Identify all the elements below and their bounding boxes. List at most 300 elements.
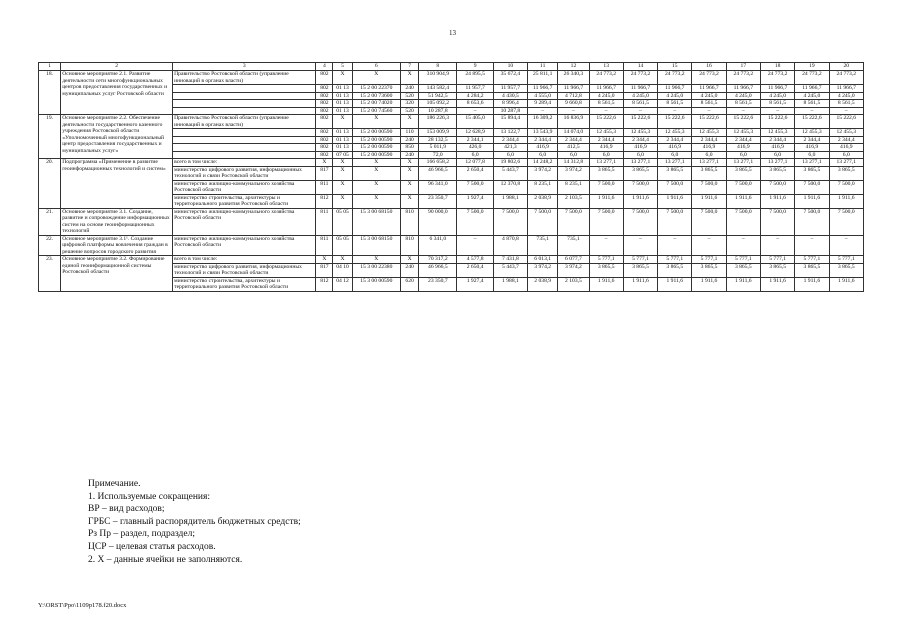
- grbs-code: 811: [316, 208, 333, 235]
- amount-cell: 15 894,4: [493, 115, 527, 129]
- amount-cell: 11 966,7: [528, 85, 558, 93]
- row-number: 18.: [39, 71, 61, 115]
- note-line: Примечание.: [88, 479, 141, 489]
- rzpr-code: X: [333, 180, 352, 194]
- vr-code: 110: [401, 129, 419, 137]
- amount-cell: 8 561,5: [692, 100, 726, 108]
- vr-code: X: [401, 166, 419, 180]
- amount-cell: 5 777,1: [760, 256, 794, 264]
- amount-cell: 7 500,0: [692, 208, 726, 235]
- executor: министерство цифрового развития, информационных технологий и связи Ростовской области: [173, 166, 316, 180]
- vr-code: 320: [401, 100, 419, 108]
- rzpr-code: 05 05: [333, 235, 352, 256]
- executor: всего в том числе:: [173, 256, 316, 264]
- amount-cell: 11 966,7: [692, 85, 726, 93]
- table-row: [39, 235, 864, 256]
- csr-code: X: [352, 256, 400, 264]
- grbs-code: 802: [316, 144, 333, 152]
- amount-cell: 3 865,5: [726, 166, 760, 180]
- table-row: [39, 256, 864, 264]
- csr-code: 15 2 00 00590: [352, 151, 400, 159]
- column-header: 4: [316, 63, 333, 71]
- amount-cell: 24 773,2: [829, 71, 863, 85]
- amount-cell: 15 222,6: [829, 115, 863, 129]
- executor: [173, 92, 316, 100]
- executor: [173, 85, 316, 93]
- csr-code: 15 2 00 00590: [352, 129, 400, 137]
- amount-cell: 416,9: [589, 144, 623, 152]
- amount-cell: 2 038,9: [528, 277, 558, 291]
- amount-cell: 2 344,4: [658, 136, 692, 144]
- amount-cell: 11 966,7: [726, 85, 760, 93]
- amount-cell: 12 455,3: [589, 129, 623, 137]
- rzpr-code: X: [333, 256, 352, 264]
- amount-cell: 5 011,9: [419, 144, 457, 152]
- vr-code: X: [401, 194, 419, 208]
- amount-cell: 3 974,2: [528, 263, 558, 277]
- csr-code: 15 2 00 73600: [352, 92, 400, 100]
- grbs-code: 802: [316, 151, 333, 159]
- amount-cell: 143 582,4: [419, 85, 457, 93]
- amount-cell: 1 911,6: [623, 194, 657, 208]
- amount-cell: –: [760, 235, 794, 256]
- amount-cell: 7 500,0: [658, 180, 692, 194]
- rzpr-code: 04 10: [333, 263, 352, 277]
- amount-cell: 6 077,7: [558, 256, 589, 264]
- amount-cell: 16 836,9: [558, 115, 589, 129]
- row-number: 22.: [39, 235, 61, 256]
- executor: министерство строительства, архитектуры и территориального развития Ростовской области: [173, 194, 316, 208]
- rzpr-code: X: [333, 194, 352, 208]
- amount-cell: 2 344,4: [558, 136, 589, 144]
- amount-cell: 412,5: [558, 144, 589, 152]
- amount-cell: 11 957,7: [457, 85, 493, 93]
- amount-cell: 2 650,4: [457, 166, 493, 180]
- grbs-code: 802: [316, 85, 333, 93]
- amount-cell: 2 344,4: [493, 136, 527, 144]
- amount-cell: 13 277,1: [589, 159, 623, 167]
- amount-cell: 7 500,0: [658, 208, 692, 235]
- csr-code: 15 2 00 74560: [352, 107, 400, 115]
- grbs-code: 811: [316, 180, 333, 194]
- amount-cell: –: [558, 107, 589, 115]
- amount-cell: 12 455,3: [726, 129, 760, 137]
- grbs-code: 802: [316, 107, 333, 115]
- grbs-code: 812: [316, 277, 333, 291]
- amount-cell: 7 500,0: [760, 208, 794, 235]
- amount-cell: 735,1: [528, 235, 558, 256]
- amount-cell: 10 287,8: [493, 107, 527, 115]
- grbs-code: 802: [316, 100, 333, 108]
- grbs-code: 817: [316, 263, 333, 277]
- csr-code: X: [352, 71, 400, 85]
- amount-cell: 14 312,8: [558, 159, 589, 167]
- amount-cell: –: [623, 107, 657, 115]
- amount-cell: 7 500,0: [623, 208, 657, 235]
- amount-cell: 4 245,0: [692, 92, 726, 100]
- amount-cell: 186 226,3: [419, 115, 457, 129]
- grbs-code: X: [316, 256, 333, 264]
- amount-cell: 2 038,9: [528, 194, 558, 208]
- amount-cell: 7 500,0: [589, 180, 623, 194]
- amount-cell: 3 865,5: [829, 263, 863, 277]
- amount-cell: 421,3: [493, 144, 527, 152]
- amount-cell: 15 222,6: [623, 115, 657, 129]
- amount-cell: 4 245,0: [658, 92, 692, 100]
- amount-cell: 3 865,5: [726, 263, 760, 277]
- amount-cell: 2 344,4: [623, 136, 657, 144]
- amount-cell: 7 500,0: [726, 180, 760, 194]
- amount-cell: 3 865,5: [658, 166, 692, 180]
- rzpr-code: 01 13: [333, 136, 352, 144]
- vr-code: X: [401, 180, 419, 194]
- note-line: 2. Х – данные ячейки не заполняются.: [88, 554, 243, 565]
- amount-cell: 3 865,5: [658, 263, 692, 277]
- csr-code: X: [352, 194, 400, 208]
- vr-code: 620: [401, 277, 419, 291]
- executor: Правительство Ростовской области (управление инноваций в органах власти): [173, 115, 316, 129]
- amount-cell: 7 500,0: [795, 208, 829, 235]
- row-number: 19.: [39, 115, 61, 159]
- amount-cell: 6,0: [726, 151, 760, 159]
- amount-cell: 12 628,9: [457, 129, 493, 137]
- vr-code: X: [401, 159, 419, 167]
- amount-cell: –: [457, 107, 493, 115]
- column-header: 19: [795, 63, 829, 71]
- csr-code: X: [352, 180, 400, 194]
- amount-cell: 1 911,6: [589, 277, 623, 291]
- vr-code: 240: [401, 85, 419, 93]
- amount-cell: 416,9: [795, 144, 829, 152]
- amount-cell: 1 988,1: [493, 277, 527, 291]
- column-header: 17: [726, 63, 760, 71]
- amount-cell: 3 974,2: [558, 263, 589, 277]
- grbs-code: 802: [316, 136, 333, 144]
- program-name: Основное мероприятие 3.1¹. Создание цифровой платформы вовлечения граждан в решение вопросов городского развития: [61, 235, 173, 256]
- column-header: 16: [692, 63, 726, 71]
- grbs-code: X: [316, 159, 333, 167]
- executor: министерство цифрового развития, информационных технологий и связи Ростовской области: [173, 263, 316, 277]
- amount-cell: 15 222,6: [795, 115, 829, 129]
- amount-cell: –: [623, 235, 657, 256]
- column-header: 18: [760, 63, 794, 71]
- rzpr-code: 07 05: [333, 151, 352, 159]
- amount-cell: 2 344,4: [692, 136, 726, 144]
- amount-cell: 426,0: [457, 144, 493, 152]
- csr-code: 15 2 00 74020: [352, 100, 400, 108]
- rzpr-code: X: [333, 71, 352, 85]
- amount-cell: –: [692, 235, 726, 256]
- amount-cell: 15 222,6: [589, 115, 623, 129]
- column-header: 5: [333, 63, 352, 71]
- amount-cell: 13 277,1: [829, 159, 863, 167]
- amount-cell: 3 865,5: [589, 166, 623, 180]
- rzpr-code: 04 12: [333, 277, 352, 291]
- row-number: 23.: [39, 256, 61, 292]
- vr-code: 240: [401, 263, 419, 277]
- amount-cell: 3 865,5: [795, 263, 829, 277]
- amount-cell: 13 122,7: [493, 129, 527, 137]
- amount-cell: 5 777,1: [589, 256, 623, 264]
- amount-cell: 11 966,7: [760, 85, 794, 93]
- column-header: 15: [658, 63, 692, 71]
- vr-code: X: [401, 71, 419, 85]
- vr-code: 240: [401, 136, 419, 144]
- amount-cell: 1 988,1: [493, 194, 527, 208]
- amount-cell: 2 103,5: [558, 277, 589, 291]
- amount-cell: 12 455,3: [658, 129, 692, 137]
- amount-cell: 7 500,0: [623, 180, 657, 194]
- amount-cell: 11 957,7: [493, 85, 527, 93]
- amount-cell: 8 561,5: [589, 100, 623, 108]
- amount-cell: 2 344,4: [589, 136, 623, 144]
- amount-cell: –: [795, 107, 829, 115]
- amount-cell: 6,0: [493, 151, 527, 159]
- amount-cell: 9 660,8: [558, 100, 589, 108]
- amount-cell: 416,9: [658, 144, 692, 152]
- amount-cell: 1 911,6: [692, 194, 726, 208]
- amount-cell: 1 927,4: [457, 277, 493, 291]
- csr-code: 15 3 00 00590: [352, 277, 400, 291]
- amount-cell: 4 712,8: [558, 92, 589, 100]
- grbs-code: 811: [316, 235, 333, 256]
- amount-cell: 19 802,6: [493, 159, 527, 167]
- rzpr-code: 01 13: [333, 85, 352, 93]
- amount-cell: 11 966,7: [589, 85, 623, 93]
- amount-cell: 7 500,0: [558, 208, 589, 235]
- amount-cell: 51 942,5: [419, 92, 457, 100]
- amount-cell: 24 773,2: [623, 71, 657, 85]
- amount-cell: 15 222,6: [760, 115, 794, 129]
- executor: [173, 129, 316, 137]
- rzpr-code: 01 13: [333, 144, 352, 152]
- amount-cell: 4 245,0: [726, 92, 760, 100]
- amount-cell: 6,0: [528, 151, 558, 159]
- vr-code: X: [401, 256, 419, 264]
- amount-cell: 416,9: [760, 144, 794, 152]
- amount-cell: 4 245,0: [760, 92, 794, 100]
- amount-cell: 11 966,7: [658, 85, 692, 93]
- grbs-code: 802: [316, 129, 333, 137]
- amount-cell: 4 284,2: [457, 92, 493, 100]
- amount-cell: 11 966,7: [795, 85, 829, 93]
- executor: министерство жилищно-коммунального хозяйства Ростовской области: [173, 180, 316, 194]
- amount-cell: 105 092,2: [419, 100, 457, 108]
- amount-cell: 11 966,7: [623, 85, 657, 93]
- amount-cell: 2 344,4: [829, 136, 863, 144]
- amount-cell: 70 317,2: [419, 256, 457, 264]
- rzpr-code: X: [333, 159, 352, 167]
- amount-cell: 6 341,0: [419, 235, 457, 256]
- amount-cell: 1 911,6: [726, 277, 760, 291]
- csr-code: 15 3 00 68150: [352, 235, 400, 256]
- amount-cell: 4 245,0: [829, 92, 863, 100]
- executor: [173, 151, 316, 159]
- amount-cell: 24 773,2: [692, 71, 726, 85]
- footer-path: Y:\ORST\Ppo\1109p178.f20.docx: [38, 602, 127, 609]
- amount-cell: 15 222,6: [726, 115, 760, 129]
- csr-code: 15 2 00 00590: [352, 136, 400, 144]
- amount-cell: 7 500,0: [493, 208, 527, 235]
- amount-cell: 4 577,8: [457, 256, 493, 264]
- amount-cell: 8 561,5: [795, 100, 829, 108]
- program-name: Основное мероприятие 3.2. Формирование единой геоинформационной системы Ростовской области: [61, 256, 173, 292]
- note-line: ГРБС – главный распорядитель бюджетных средств;: [88, 516, 301, 527]
- table-body: [39, 71, 864, 292]
- amount-cell: 3 865,5: [623, 263, 657, 277]
- row-number: 20.: [39, 159, 61, 209]
- amount-cell: 1 911,6: [658, 194, 692, 208]
- column-header: 20: [829, 63, 863, 71]
- amount-cell: –: [829, 107, 863, 115]
- amount-cell: 3 865,5: [623, 166, 657, 180]
- amount-cell: 6,0: [829, 151, 863, 159]
- amount-cell: 8 561,5: [726, 100, 760, 108]
- executor: [173, 144, 316, 152]
- amount-cell: 4 870,8: [493, 235, 527, 256]
- amount-cell: 12 455,3: [692, 129, 726, 137]
- amount-cell: 8 653,6: [457, 100, 493, 108]
- table-row: [39, 208, 864, 235]
- amount-cell: 13 277,1: [760, 159, 794, 167]
- amount-cell: 12 455,3: [829, 129, 863, 137]
- column-header: 10: [493, 63, 527, 71]
- amount-cell: 6,0: [692, 151, 726, 159]
- amount-cell: 7 500,0: [589, 208, 623, 235]
- amount-cell: 8 561,5: [623, 100, 657, 108]
- amount-cell: 46 966,5: [419, 263, 457, 277]
- amount-cell: 7 500,0: [457, 208, 493, 235]
- amount-cell: 166 658,2: [419, 159, 457, 167]
- amount-cell: 7 500,0: [795, 180, 829, 194]
- rzpr-code: 01 13: [333, 100, 352, 108]
- amount-cell: 4 430,5: [493, 92, 527, 100]
- column-header: 14: [623, 63, 657, 71]
- amount-cell: 6,0: [457, 151, 493, 159]
- amount-cell: 1 911,6: [589, 194, 623, 208]
- amount-cell: –: [795, 235, 829, 256]
- amount-cell: 11 966,7: [829, 85, 863, 93]
- amount-cell: 416,9: [623, 144, 657, 152]
- amount-cell: 24 773,2: [760, 71, 794, 85]
- amount-cell: 2 344,4: [795, 136, 829, 144]
- row-number: 21.: [39, 208, 61, 235]
- csr-code: X: [352, 115, 400, 129]
- amount-cell: 24 773,2: [589, 71, 623, 85]
- amount-cell: –: [760, 107, 794, 115]
- amount-cell: –: [457, 235, 493, 256]
- amount-cell: 416,9: [829, 144, 863, 152]
- amount-cell: –: [658, 107, 692, 115]
- amount-cell: 1 927,4: [457, 194, 493, 208]
- amount-cell: 5 443,7: [493, 263, 527, 277]
- amount-cell: 4 245,0: [795, 92, 829, 100]
- amount-cell: 7 500,0: [457, 180, 493, 194]
- amount-cell: 5 777,1: [795, 256, 829, 264]
- amount-cell: 6,0: [795, 151, 829, 159]
- amount-cell: 24 773,2: [795, 71, 829, 85]
- amount-cell: 416,9: [528, 144, 558, 152]
- amount-cell: 24 773,2: [658, 71, 692, 85]
- amount-cell: 5 443,7: [493, 166, 527, 180]
- amount-cell: 7 500,0: [692, 180, 726, 194]
- amount-cell: 13 543,9: [528, 129, 558, 137]
- amount-cell: 153 009,9: [419, 129, 457, 137]
- amount-cell: 8 235,1: [558, 180, 589, 194]
- executor: [173, 107, 316, 115]
- budget-table: [38, 62, 864, 292]
- amount-cell: 1 911,6: [760, 194, 794, 208]
- amount-cell: 25 811,1: [528, 71, 558, 85]
- amount-cell: 11 966,7: [558, 85, 589, 93]
- amount-cell: 12 077,8: [457, 159, 493, 167]
- program-name: Подпрограмма «Применение в развитие геоинформационных технологий и систем»: [61, 159, 173, 209]
- amount-cell: 2 650,4: [457, 263, 493, 277]
- amount-cell: 6,0: [623, 151, 657, 159]
- amount-cell: 416,9: [692, 144, 726, 152]
- program-name: Основное мероприятие 2.1. Развитие деятельности сети многофункциональных центров предоставления государственных и муниципальных услуг Ростовской области: [61, 71, 173, 115]
- amount-cell: 6,0: [558, 151, 589, 159]
- vr-code: X: [401, 115, 419, 129]
- executor: министерство строительства, архитектуры и территориального развития Ростовской области: [173, 277, 316, 291]
- column-header: 7: [401, 63, 419, 71]
- vr-code: 520: [401, 107, 419, 115]
- amount-cell: 26 340,3: [558, 71, 589, 85]
- amount-cell: 5 777,1: [658, 256, 692, 264]
- rzpr-code: 01 13: [333, 129, 352, 137]
- amount-cell: 6,0: [658, 151, 692, 159]
- executor: министерство жилищно-коммунального хозяйства Ростовской области: [173, 235, 316, 256]
- rzpr-code: 05 05: [333, 208, 352, 235]
- table-row: [39, 71, 864, 85]
- amount-cell: 1 911,6: [795, 277, 829, 291]
- amount-cell: 24 895,5: [457, 71, 493, 85]
- amount-cell: 5 777,1: [829, 256, 863, 264]
- amount-cell: 15 405,0: [457, 115, 493, 129]
- rzpr-code: 01 13: [333, 107, 352, 115]
- amount-cell: 7 500,0: [726, 208, 760, 235]
- grbs-code: 817: [316, 166, 333, 180]
- amount-cell: 15 222,6: [658, 115, 692, 129]
- amount-cell: 2 344,4: [528, 136, 558, 144]
- amount-cell: 14 248,2: [528, 159, 558, 167]
- page-number: 13: [449, 29, 456, 37]
- amount-cell: 3 865,5: [760, 263, 794, 277]
- amount-cell: 4 245,0: [623, 92, 657, 100]
- amount-cell: 3 865,5: [795, 166, 829, 180]
- column-header: 12: [558, 63, 589, 71]
- vr-code: 520: [401, 92, 419, 100]
- amount-cell: –: [726, 107, 760, 115]
- rzpr-code: 01 13: [333, 92, 352, 100]
- header-row: [39, 63, 864, 71]
- amount-cell: 5 777,1: [692, 256, 726, 264]
- amount-cell: 13 277,1: [692, 159, 726, 167]
- column-header: 2: [61, 63, 173, 71]
- amount-cell: 6,0: [589, 151, 623, 159]
- amount-cell: 24 773,2: [726, 71, 760, 85]
- amount-cell: 12 455,3: [760, 129, 794, 137]
- csr-code: X: [352, 166, 400, 180]
- amount-cell: –: [829, 235, 863, 256]
- amount-cell: 8 561,5: [829, 100, 863, 108]
- amount-cell: 416,9: [726, 144, 760, 152]
- amount-cell: 16 309,2: [528, 115, 558, 129]
- note-line: Рз Пр – раздел, подраздел;: [88, 529, 195, 540]
- amount-cell: 72,0: [419, 151, 457, 159]
- program-name: Основное мероприятие 3.1. Создание, развитие и сопровождение информационных систем на основе геоинформационных технологий: [61, 208, 173, 235]
- amount-cell: 3 974,2: [528, 166, 558, 180]
